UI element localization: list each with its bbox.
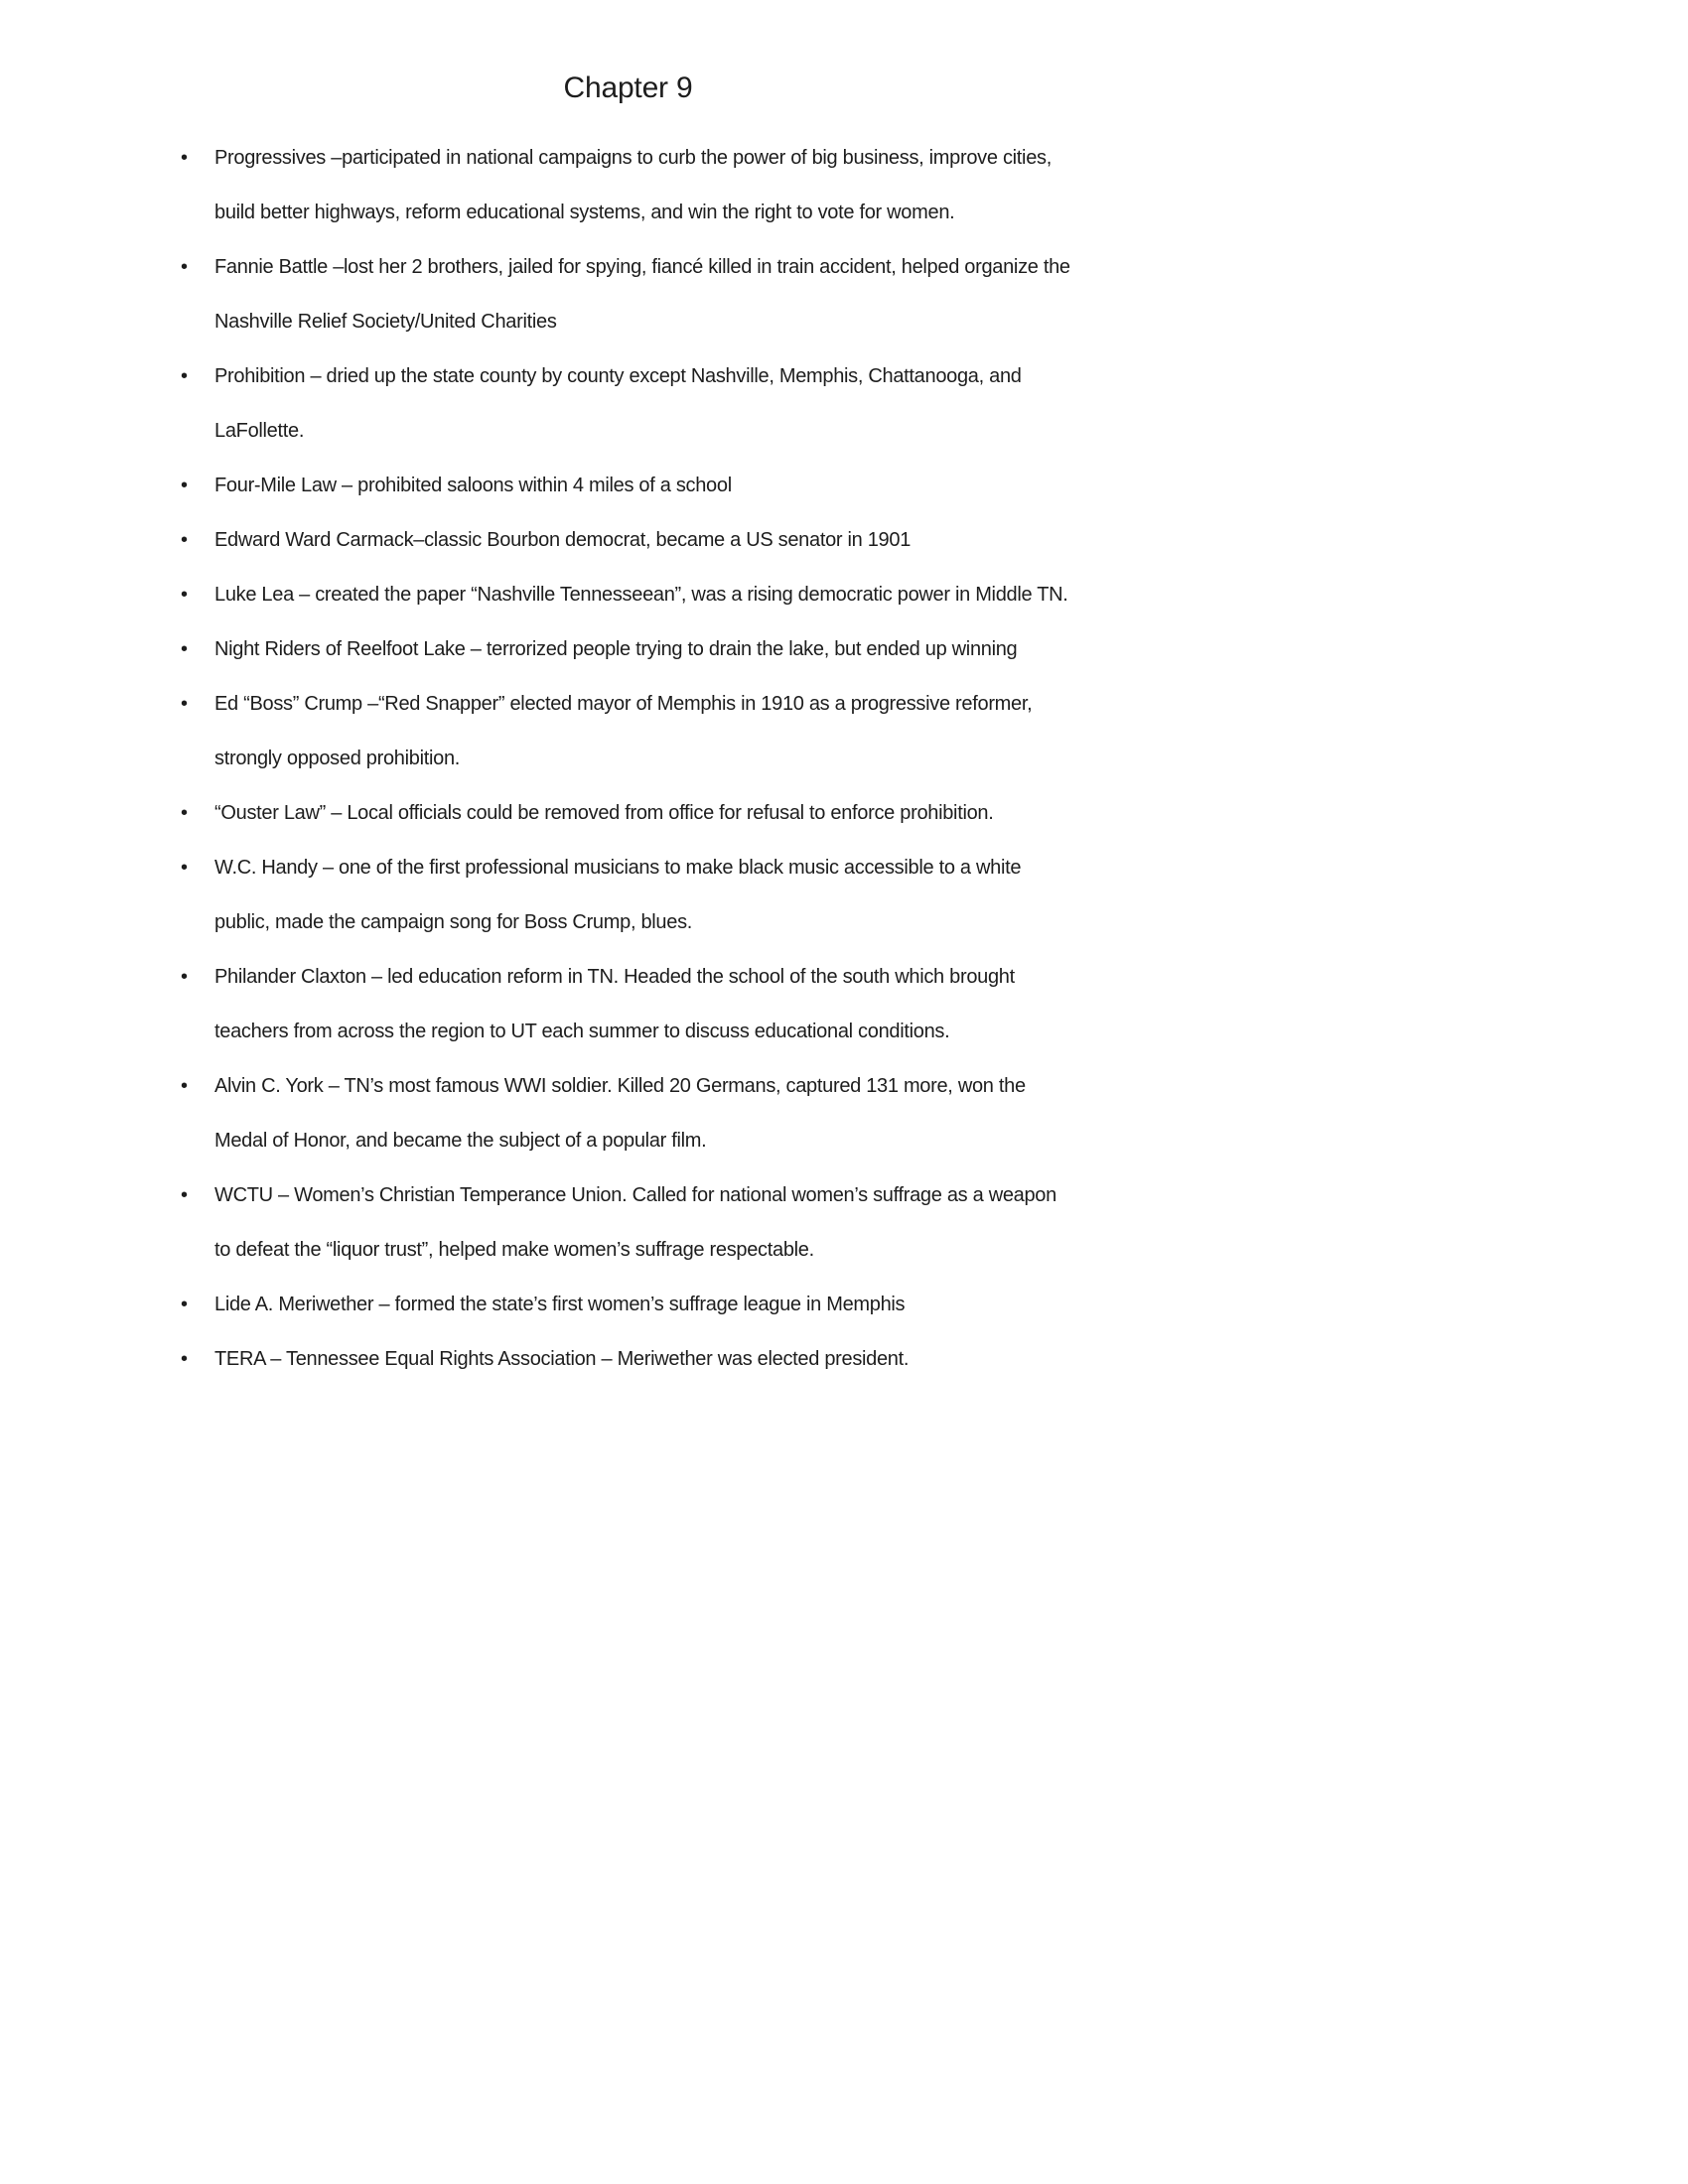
bullet-item: • Ed “Boss” Crump –“Red Snapper” elected mayor of Memphis in 1910 as a progressive reformer, strongly opposed prohibition. <box>179 677 1077 786</box>
document-content <box>179 68 1077 1387</box>
bullet-item: • Four-Mile Law – prohibited saloons within 4 miles of a school <box>179 459 1077 513</box>
bullet-item: • Fannie Battle –lost her 2 brothers, jailed for spying, fiancé killed in train accident, helped organize the Nashville Relief Society/United Charities <box>179 240 1077 349</box>
bullet-item: • “Ouster Law” – Local officials could be removed from office for refusal to enforce prohibition. <box>179 786 1077 841</box>
bullet-item: • Progressives –participated in national campaigns to curb the power of big business, improve cities, build better highways, reform educational systems, and win the right to vote for women. <box>179 131 1077 240</box>
bullet-item: • Philander Claxton – led education reform in TN. Headed the school of the south which brought teachers from across the region to UT each summer to discuss educational conditions. <box>179 950 1077 1059</box>
bullet-list <box>179 131 1077 1387</box>
bullet-item: • Luke Lea – created the paper “Nashville Tennesseean”, was a rising democratic power in Middle TN. <box>179 568 1077 622</box>
bullet-item: • Night Riders of Reelfoot Lake – terrorized people trying to drain the lake, but ended up winning <box>179 622 1077 677</box>
bullet-item: • Edward Ward Carmack–classic Bourbon democrat, became a US senator in 1901 <box>179 513 1077 568</box>
bullet-item: • Prohibition – dried up the state county by county except Nashville, Memphis, Chattanooga, and LaFollette. <box>179 349 1077 459</box>
bullet-item: • Lide A. Meriwether – formed the state’s first women’s suffrage league in Memphis <box>179 1278 1077 1332</box>
bullet-item: • TERA – Tennessee Equal Rights Association – Meriwether was elected president. <box>179 1332 1077 1387</box>
bullet-item: • WCTU – Women’s Christian Temperance Union. Called for national women’s suffrage as a weapon to defeat the “liquor trust”, helped make women’s suffrage respectable. <box>179 1168 1077 1278</box>
page-title: Chapter 9 <box>563 71 693 104</box>
bullet-item: • Alvin C. York – TN’s most famous WWI soldier. Killed 20 Germans, captured 131 more, won the Medal of Honor, and became the subject of a popular film. <box>179 1059 1077 1168</box>
bullet-item: • W.C. Handy – one of the first professional musicians to make black music accessible to a white public, made the campaign song for Boss Crump, blues. <box>179 841 1077 950</box>
